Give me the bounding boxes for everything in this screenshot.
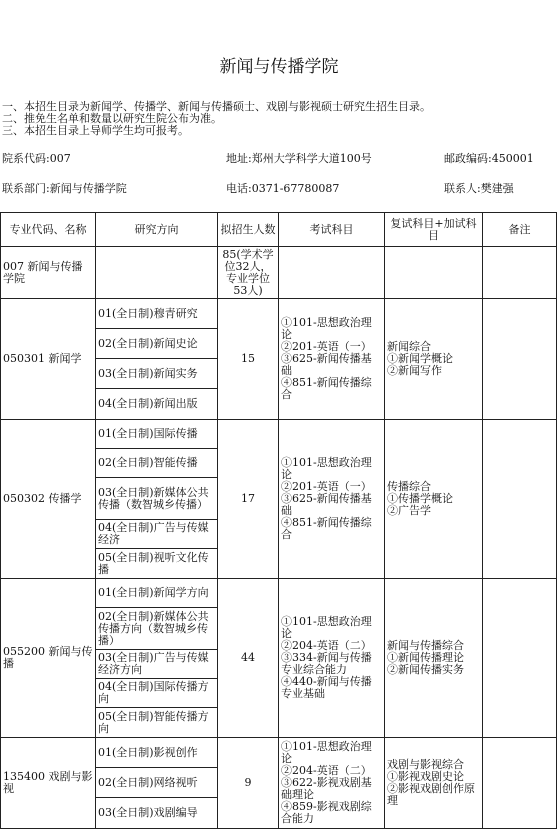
- major-row: [1, 738, 557, 829]
- retest-item: 新闻综合: [387, 340, 431, 353]
- direction-item: 05(全日制)视听文化传播: [98, 550, 209, 576]
- exam-item: ①101-思想政治理论: [281, 615, 372, 640]
- header-count: 拟招生人数: [218, 213, 279, 247]
- remarks-cell: [483, 299, 557, 420]
- exam-item: ④440-新闻与传播专业基础: [281, 675, 372, 700]
- retest-item: 传播综合: [387, 480, 431, 493]
- exam-item: ②201-英语（一）: [281, 340, 372, 353]
- exam-item: ③625-新闻传播基础: [281, 352, 372, 377]
- direction-item: 03(全日制)戏剧编导: [98, 806, 198, 819]
- direction-item: 01(全日制)穆青研究: [96, 299, 217, 329]
- retest-item: ①新闻传播理论: [387, 651, 464, 664]
- header-exams: 考试科目: [279, 213, 385, 247]
- retest-list: [385, 299, 483, 420]
- retest-list: [385, 738, 483, 829]
- retest-item: ②影视戏剧创作原理: [387, 782, 475, 807]
- major-count: 9: [218, 738, 279, 829]
- exam-list: [279, 579, 385, 738]
- exam-item: ④859-影视戏剧综合能力: [281, 800, 372, 825]
- major-name: 055200 新闻与传播: [1, 579, 96, 738]
- note-3: 三、本招生目录上导师学生均可报考。: [2, 124, 189, 137]
- phone: 电话:0371-67780087: [226, 182, 340, 195]
- dept-code: 院系代码:007: [2, 152, 71, 165]
- exam-item: ②204-英语（二）: [281, 639, 372, 652]
- direction-item: 03(全日制)新闻实务: [96, 359, 217, 389]
- retest-list: [385, 579, 483, 738]
- direction-item: 01(全日制)新闻学方向: [96, 579, 217, 608]
- dept-name: 007 新闻与传播学院: [1, 247, 96, 299]
- major-row: [1, 579, 557, 738]
- retest-item: ②新闻传播实务: [387, 663, 464, 676]
- exam-item: ③622-影视戏剧基础理论: [281, 776, 372, 801]
- major-name: 050302 传播学: [1, 420, 96, 579]
- retest-item: 戏剧与影视综合: [387, 758, 464, 771]
- major-name: 050301 新闻学: [1, 299, 96, 420]
- major-name: 135400 戏剧与影视: [1, 738, 96, 829]
- page-title: 新闻与传播学院: [219, 57, 339, 77]
- direction-item: 03(全日制)广告与传媒经济方向: [96, 650, 217, 679]
- direction-item: 03(全日制)新媒体公共传播（数智城乡传播）: [96, 478, 217, 520]
- header-retest: 复试科目+加试科目: [385, 213, 483, 247]
- retest-item: 新闻与传播综合: [387, 639, 464, 652]
- direction-item: 02(全日制)网络视听: [96, 768, 217, 798]
- exam-item: ③625-新闻传播基础: [281, 492, 372, 517]
- contact-person: 联系人:樊建强: [444, 182, 514, 195]
- exam-list: [279, 299, 385, 420]
- major-row: [1, 420, 557, 579]
- direction-list: [96, 738, 218, 829]
- exam-item: ③334-新闻与传播专业综合能力: [281, 651, 372, 676]
- remarks-cell: [483, 579, 557, 738]
- remarks-cell: [483, 738, 557, 829]
- exam-list: [279, 420, 385, 579]
- direction-list: [96, 420, 218, 579]
- note-1: 一、本招生目录为新闻学、传播学、新闻与传播硕士、戏剧与影视硕士研究生招生目录。: [2, 100, 431, 113]
- direction-item: 02(全日制)新闻史论: [96, 329, 217, 359]
- retest-item: ①传播学概论: [387, 492, 453, 505]
- exam-item: ②201-英语（一）: [281, 480, 372, 493]
- retest-item: ②新闻写作: [387, 364, 442, 377]
- dept-row: [1, 247, 557, 299]
- exam-item: ④851-新闻传播综合: [281, 376, 372, 401]
- exam-item: ①101-思想政治理论: [281, 456, 372, 481]
- header-direction: 研究方向: [96, 213, 218, 247]
- exam-item: ②204-英语（二）: [281, 764, 372, 777]
- exam-item: ④851-新闻传播综合: [281, 516, 372, 541]
- retest-item: ①新闻学概论: [387, 352, 453, 365]
- dept-count: 85(学术学位32人，专业学位53人): [218, 247, 279, 299]
- major-count: 44: [218, 579, 279, 738]
- major-count: 15: [218, 299, 279, 420]
- header-major: 专业代码、名称: [1, 213, 96, 247]
- exam-item: ①101-思想政治理论: [281, 316, 372, 341]
- direction-item: 04(全日制)广告与传媒经济: [96, 520, 217, 549]
- direction-list: [96, 299, 218, 420]
- major-row: [1, 299, 557, 420]
- header-row: [1, 213, 557, 247]
- direction-list: [96, 579, 218, 738]
- postcode: 邮政编码:450001: [444, 152, 534, 165]
- exam-list: [279, 738, 385, 829]
- direction-item: 04(全日制)国际传播方向: [96, 679, 217, 708]
- remarks-cell: [483, 420, 557, 579]
- notes: [2, 101, 431, 137]
- direction-item: 01(全日制)国际传播: [96, 420, 217, 449]
- direction-item: 05(全日制)智能传播方向: [98, 709, 209, 735]
- address: 地址:郑州大学科学大道100号: [226, 152, 372, 165]
- retest-item: ②广告学: [387, 504, 431, 517]
- exam-item: ①101-思想政治理论: [281, 740, 372, 765]
- direction-item: 02(全日制)智能传播: [96, 449, 217, 478]
- retest-list: [385, 420, 483, 579]
- major-count: 17: [218, 420, 279, 579]
- direction-item: 01(全日制)影视创作: [96, 738, 217, 768]
- retest-item: ①影视戏剧史论: [387, 770, 464, 783]
- direction-item: 02(全日制)新媒体公共传播方向（数智城乡传播）: [96, 608, 217, 650]
- catalog-table: [0, 212, 557, 829]
- contact-dept: 联系部门:新闻与传播学院: [2, 182, 127, 195]
- note-2: 二、推免生名单和数量以研究生院公布为准。: [2, 112, 222, 125]
- direction-item: 04(全日制)新闻出版: [98, 397, 198, 410]
- header-remarks: 备注: [483, 213, 557, 247]
